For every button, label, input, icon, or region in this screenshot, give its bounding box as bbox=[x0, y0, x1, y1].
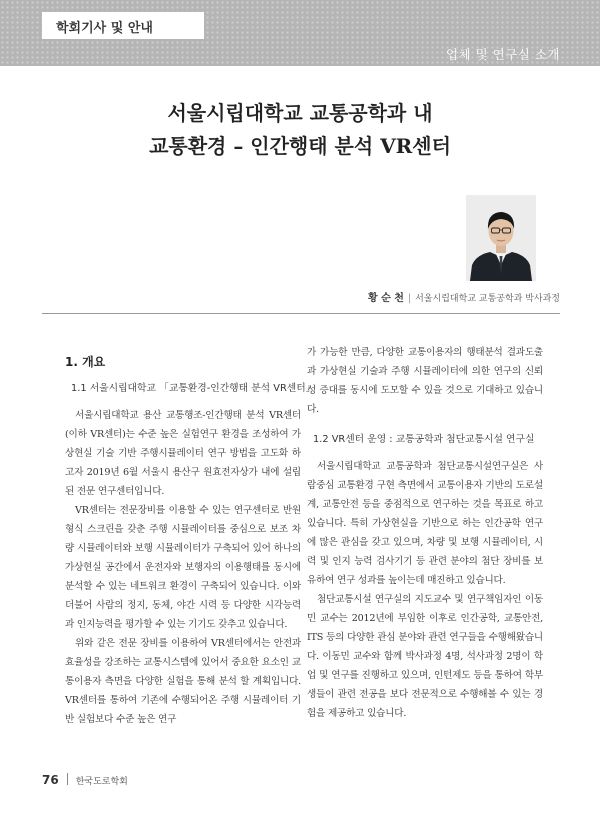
category-label: 업체 및 연구실 소개 bbox=[445, 47, 560, 62]
left-column bbox=[65, 343, 316, 729]
page-footer bbox=[42, 769, 128, 788]
body-paragraph: 첨단교통시설 연구실의 지도교수 및 연구책임자인 이동민 교수는 2012년에 부임한 이후로 인간공학, 교통안전, ITS 등의 다양한 관심 분야와 관련 연구들을 수행해왔습니다. 이동민 교수와 함께 박사과정 4명, 석사과정 2명이 학업 및 연구를 진행하고 있으며, 인턴제도 등을 통하여 학부생들이 관련 전공을 보다 전문적으로 수행해볼 수 있는 경험을 제공하고 있습니다. bbox=[307, 594, 543, 719]
section-tab bbox=[42, 12, 204, 39]
author-byline bbox=[368, 289, 560, 304]
footer-divider bbox=[67, 773, 68, 785]
article-title-line-2: 교통환경 – 인간행태 분석 VR센터 bbox=[149, 134, 451, 158]
byline-divider: | bbox=[407, 293, 412, 304]
publisher-name: 한국도로학회 bbox=[75, 777, 128, 787]
article-title-line-1: 서울시립대학교 교통공학과 내 bbox=[167, 101, 433, 125]
right-column bbox=[307, 343, 543, 723]
section-header-band bbox=[0, 0, 600, 66]
body-paragraph: 서울시립대학교 용산 교통행조-인간행태 분석 VR센터(이하 VR센터)는 수준 높은 실험연구 환경을 조성하여 가상현실 기술 기반 주행시뮬레이터 연구 방법을 고도화 하고자 2019년 6월 서울시 용산구 원효전자상가 내에 설립된 전문 연구센터입니다. bbox=[65, 410, 301, 497]
author-portrait-image bbox=[466, 195, 536, 281]
page-number: 76 bbox=[42, 773, 59, 787]
subsection-heading: 1.2 VR센터 운영 : 교통공학과 첨단교통시설 연구실 bbox=[313, 434, 535, 445]
author-photo bbox=[466, 195, 536, 281]
subsection-heading: 1.1 서울시립대학교 「교통환경-인간행태 분석 VR센터」 bbox=[71, 383, 316, 394]
author-affiliation: 서울시립대학교 교통공학과 박사과정 bbox=[415, 294, 560, 304]
body-paragraph: VR센터는 전문장비를 이용할 수 있는 연구센터로 반원형식 스크린을 갖춘 주행 시뮬레이터를 중심으로 보조 차량 시뮬레이터와 보행 시뮬레이터가 구축되어 있어 하나의 가상현실 공간에서 운전자와 보행자의 이용행태를 동시에 분석할 수 있는 네트워크 환경이 구축되어 있습니다. 이와 더불어 사람의 정지, 동체, 야간 시력 등 다양한 시각능력과 인지능력을 평가할 수 있는 기기도 갖추고 있습니다. bbox=[65, 505, 301, 630]
section-heading: 1. 개요 bbox=[65, 355, 106, 369]
author-name: 황 순 천 bbox=[368, 293, 404, 304]
section-tab-label: 학회기사 및 안내 bbox=[56, 21, 153, 36]
body-paragraph-continued: 가 가능한 만큼, 다양한 교통이용자의 행태분석 결과도출과 가상현실 기술과 주행 시뮬레이터에 의한 연구의 신뢰성 증대를 동시에 도모할 수 있을 것으로 기대하고 있습니다. bbox=[307, 347, 543, 415]
body-paragraph: 서울시립대학교 교통공학과 첨단교통시설연구실은 사람중심 교통환경 구현 측면에서 교통이용자 기반의 도로설계, 교통안전 등을 중점적으로 연구하는 것을 목표로 하고 있습니다. 특히 가상현실을 기반으로 하는 인간공학 연구에 많은 관심을 갖고 있으며, 차량 및 보행 시뮬레이터, 시력 및 인지 능력 검사기기 등 관련 분야의 첨단 장비를 보유하여 연구 성과를 높이는데 매진하고 있습니다. bbox=[307, 461, 543, 586]
divider-line bbox=[42, 313, 560, 314]
body-paragraph: 위와 같은 전문 장비를 이용하여 VR센터에서는 안전과 효율성을 강조하는 교통시스템에 있어서 중요한 요소인 교통이용자 측면을 다양한 실험을 통해 분석 할 계획입니다. VR센터를 통하여 기존에 수행되어온 주행 시뮬레이터 기반 실험보다 수준 높은 연구 bbox=[65, 638, 301, 725]
